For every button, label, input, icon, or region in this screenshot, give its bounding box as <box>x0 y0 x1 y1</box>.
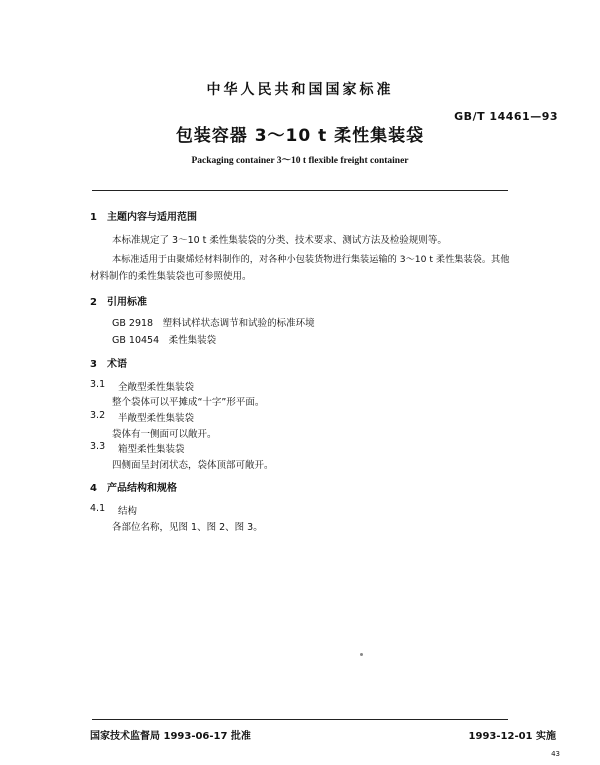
term-3-3-definition: 四侧面呈封闭状态，袋体顶部可敞开。 <box>112 460 274 471</box>
section-1-para-2-line-1: 本标准适用于由聚烯烃材料制作的，对各种小包装货物进行集装运输的 3～10 t 柔性集装袋。其他 <box>112 254 510 265</box>
term-3-2-name: 半敞型柔性集装袋 <box>118 413 195 424</box>
bottom-divider <box>92 719 508 720</box>
reference-gb-2918: GB 2918 塑料试样状态调节和试验的标准环境 <box>112 318 315 329</box>
section-1-para-2-line-2: 材料制作的柔性集装袋也可参照使用。 <box>90 271 252 282</box>
section-4-heading: 4 产品结构和规格 <box>90 483 177 494</box>
top-divider <box>92 190 508 191</box>
section-1-heading: 1 主题内容与适用范围 <box>90 212 197 223</box>
term-3-2-definition: 袋体有一侧面可以敞开。 <box>112 429 217 440</box>
scan-speck <box>360 653 363 656</box>
term-3-3-name: 箱型柔性集装袋 <box>118 444 185 455</box>
approval-date: 国家技术监督局 1993-06-17 批准 <box>90 731 251 742</box>
section-4-1-title: 结构 <box>118 506 138 517</box>
section-2-heading: 2 引用标准 <box>90 297 147 308</box>
term-3-1-number: 3.1 <box>90 379 106 390</box>
standard-number: GB/T 14461—93 <box>454 110 558 123</box>
section-3-heading: 3 术语 <box>90 359 127 370</box>
effective-date: 1993-12-01 实施 <box>468 731 556 742</box>
term-3-1-definition: 整个袋体可以平摊成“十字”形平面。 <box>112 397 265 408</box>
national-standard-title: 中华人民共和国国家标准 <box>206 82 394 98</box>
document-title-en: Packaging container 3～10 t flexible freight container <box>191 156 409 166</box>
term-3-2-number: 3.2 <box>90 410 106 421</box>
section-4-1-number: 4.1 <box>90 503 106 514</box>
reference-gb-10454: GB 10454 柔性集装袋 <box>112 335 217 346</box>
section-1-para-1: 本标准规定了 3～10 t 柔性集装袋的分类、技术要求、测试方法及检验规则等。 <box>112 235 447 246</box>
document-title-cn: 包装容器 3～10 t 柔性集装袋 <box>175 126 425 146</box>
term-3-3-number: 3.3 <box>90 441 106 452</box>
term-3-1-name: 全敞型柔性集装袋 <box>118 382 195 393</box>
page-number: 43 <box>551 750 560 758</box>
section-4-1-text: 各部位名称，见图 1、图 2、图 3。 <box>112 522 263 533</box>
